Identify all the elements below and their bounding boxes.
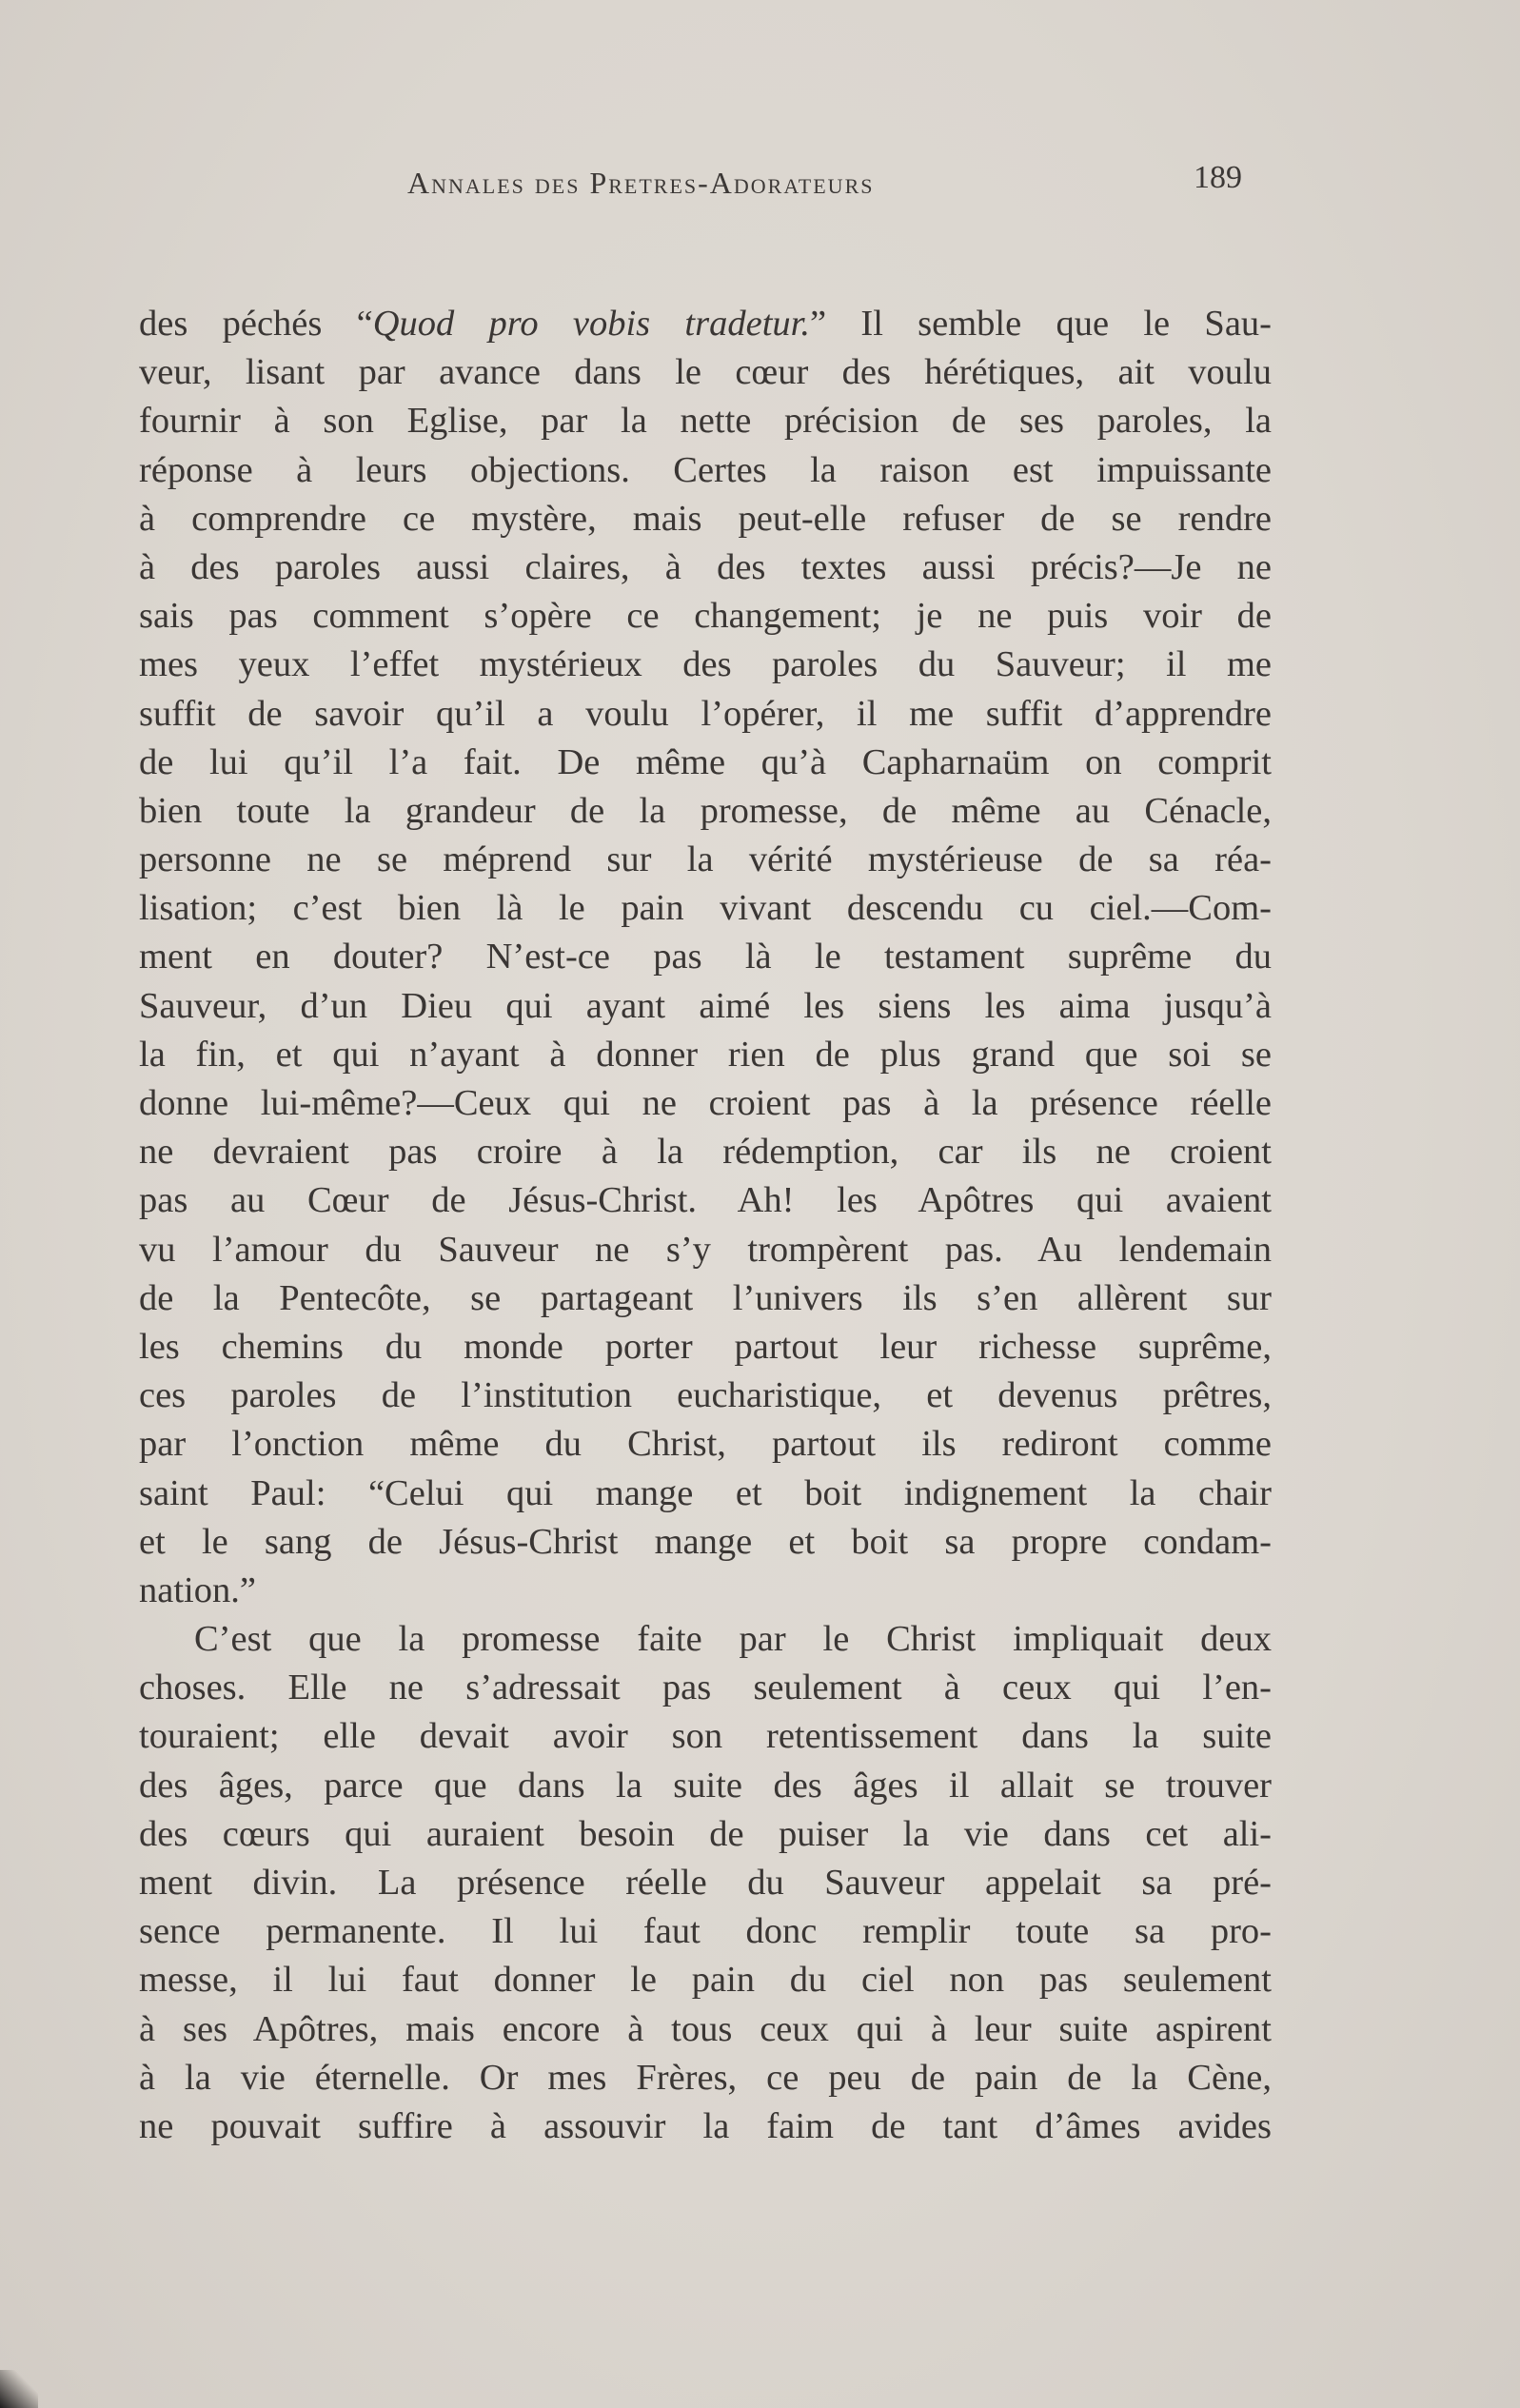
text-line: lisation; c’est bien là le pain vivant descendu cu ciel.—Com- (139, 888, 1272, 929)
text-line: Sauveur, d’un Dieu qui ayant aimé les siens les aima jusqu’à (139, 985, 1272, 1026)
text-line: à des paroles aussi claires, à des textes aussi précis?—Je ne (139, 546, 1272, 587)
text-line: et le sang de Jésus-Christ mange et boit sa propre condam- (139, 1521, 1272, 1562)
text-line: nation.” (139, 1569, 256, 1610)
text-line: à comprendre ce mystère, mais peut-elle refuser de se rendre (139, 498, 1272, 539)
page-header (0, 160, 1520, 217)
text-line: ne devraient pas croire à la rédemption, car ils ne croient (139, 1132, 1272, 1173)
page-number: 189 (1194, 160, 1242, 195)
text-line: messe, il lui faut donner le pain du ciel non pas seulement (139, 1960, 1272, 2001)
text-line: des âges, parce que dans la suite des âges il allait se trouver (139, 1765, 1272, 1806)
text-line: des péchés “Quod pro vobis tradetur.” Il semble que le Sau- (139, 304, 1272, 344)
text-line: sence permanente. Il lui faut donc remplir toute sa pro- (139, 1911, 1272, 1952)
text-line: mes yeux l’effet mystérieux des paroles du Sauveur; il me (139, 644, 1272, 685)
text-line: de la Pentecôte, se partageant l’univers ils s’en allèrent sur (139, 1277, 1272, 1318)
body-text (139, 300, 1272, 2151)
text-line: de lui qu’il l’a fait. De même qu’à Capharnaüm on comprit (139, 741, 1272, 782)
text-line: vu l’amour du Sauveur ne s’y trompèrent pas. Au lendemain (139, 1229, 1272, 1270)
text-line: réponse à leurs objections. Certes la raison est impuissante (139, 449, 1272, 490)
text-line: par l’onction même du Christ, partout ils rediront comme (139, 1424, 1272, 1465)
text-line: les chemins du monde porter partout leur richesse suprême, (139, 1326, 1272, 1367)
text-line: donne lui-même?—Ceux qui ne croient pas à la présence réelle (139, 1083, 1272, 1123)
text-line: touraient; elle devait avoir son retentissement dans la suite (139, 1716, 1272, 1757)
text-line: personne ne se méprend sur la vérité mystérieuse de sa réa- (139, 839, 1272, 880)
text-line: ment divin. La présence réelle du Sauveur appelait sa pré- (139, 1863, 1272, 1903)
text-line: suffit de savoir qu’il a voulu l’opérer, il me suffit d’apprendre (139, 693, 1272, 734)
text-line: fournir à son Eglise, par la nette précision de ses paroles, la (139, 401, 1272, 442)
text-line: bien toute la grandeur de la promesse, de même au Cénacle, (139, 790, 1272, 831)
page-corner-shadow (0, 2370, 38, 2408)
text-line: choses. Elle ne s’adressait pas seulement à ceux qui l’en- (139, 1668, 1272, 1708)
text-line: ment en douter? N’est-ce pas là le testament suprême du (139, 937, 1272, 977)
text-line: pas au Cœur de Jésus-Christ. Ah! les Apôtres qui avaient (139, 1180, 1272, 1221)
text-line: la fin, et qui n’ayant à donner rien de plus grand que soi se (139, 1034, 1272, 1075)
text-line: veur, lisant par avance dans le cœur des hérétiques, ait voulu (139, 352, 1272, 393)
text-line: à ses Apôtres, mais encore à tous ceux qui à leur suite aspirent (139, 2008, 1272, 2049)
text-line: saint Paul: “Celui qui mange et boit indignement la chair (139, 1472, 1272, 1513)
text-line: ne pouvait suffire à assouvir la faim de tant d’âmes avides (139, 2105, 1272, 2146)
text-line: sais pas comment s’opère ce changement; je ne puis voir de (139, 596, 1272, 637)
running-head: Annales des Pretres-Adorateurs (407, 166, 875, 200)
text-line: des cœurs qui auraient besoin de puiser la vie dans cet ali- (139, 1813, 1272, 1854)
text-line: ces paroles de l’institution eucharistique, et devenus prêtres, (139, 1375, 1272, 1416)
text-line: C’est que la promesse faite par le Christ impliquait deux (194, 1619, 1272, 1660)
text-line: à la vie éternelle. Or mes Frères, ce peu de pain de la Cène, (139, 2057, 1272, 2098)
